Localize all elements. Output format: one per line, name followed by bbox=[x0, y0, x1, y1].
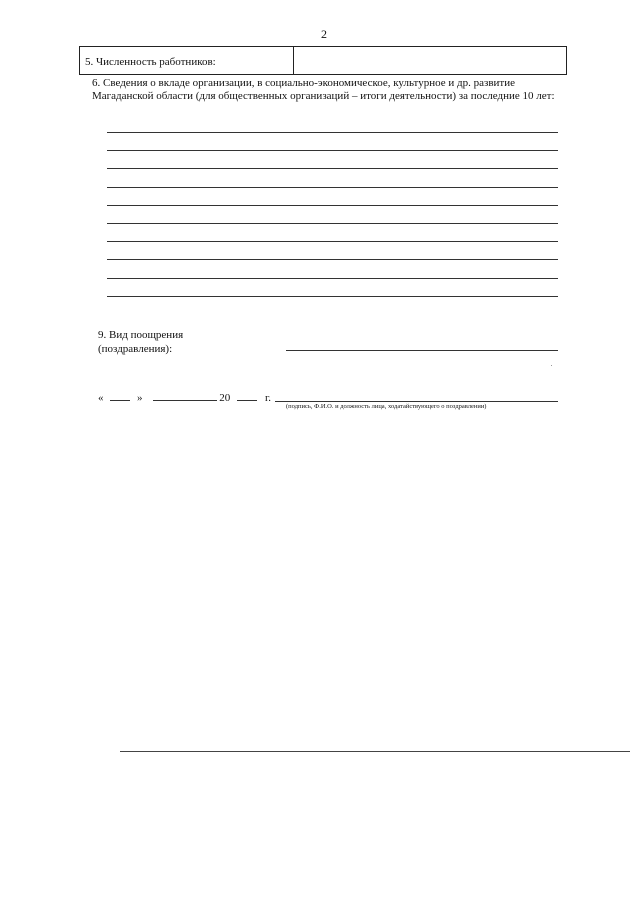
employees-count-table bbox=[79, 46, 567, 75]
award-type-label-line1: 9. Вид поощрения bbox=[98, 329, 184, 341]
employees-count-value-cell[interactable] bbox=[294, 47, 566, 74]
month-field[interactable] bbox=[153, 391, 217, 401]
organization-contribution-text: 6. Сведения о вкладе организации, в социально-экономическое, культурное и др. развитие Магаданской области (для общественных организаций – итоги деятельности) за последние 10 лет: bbox=[92, 77, 555, 102]
day-field[interactable] bbox=[110, 391, 130, 401]
contribution-line[interactable] bbox=[107, 132, 558, 133]
contribution-line[interactable] bbox=[107, 259, 558, 260]
year-suffix: г. bbox=[265, 392, 272, 404]
speck bbox=[551, 365, 552, 366]
award-type-field[interactable] bbox=[286, 350, 558, 351]
signature-field[interactable] bbox=[275, 401, 558, 402]
contribution-line[interactable] bbox=[107, 278, 558, 279]
contribution-line[interactable] bbox=[107, 187, 558, 188]
signature-caption: (подпись, Ф.И.О. и должность лица, ходатайствующего о поздравлении) bbox=[286, 403, 487, 410]
year-field[interactable] bbox=[237, 391, 257, 401]
contribution-line[interactable] bbox=[107, 150, 558, 151]
footer-divider bbox=[120, 751, 630, 752]
contribution-line[interactable] bbox=[107, 296, 558, 297]
award-type-label-line2: (поздравления): bbox=[98, 343, 173, 355]
award-type-label bbox=[98, 328, 183, 356]
date-close-quote: » bbox=[137, 392, 143, 404]
year-prefix: 20 bbox=[219, 392, 231, 404]
contribution-line[interactable] bbox=[107, 205, 558, 206]
contribution-line[interactable] bbox=[107, 168, 558, 169]
contribution-line[interactable] bbox=[107, 241, 558, 242]
employees-count-label: 5. Численность работников: bbox=[85, 56, 216, 68]
date-open-quote: « bbox=[98, 392, 104, 404]
page-number: 2 bbox=[321, 27, 327, 41]
employees-count-label-cell bbox=[80, 47, 294, 74]
date-row bbox=[98, 391, 271, 404]
contribution-line[interactable] bbox=[107, 223, 558, 224]
